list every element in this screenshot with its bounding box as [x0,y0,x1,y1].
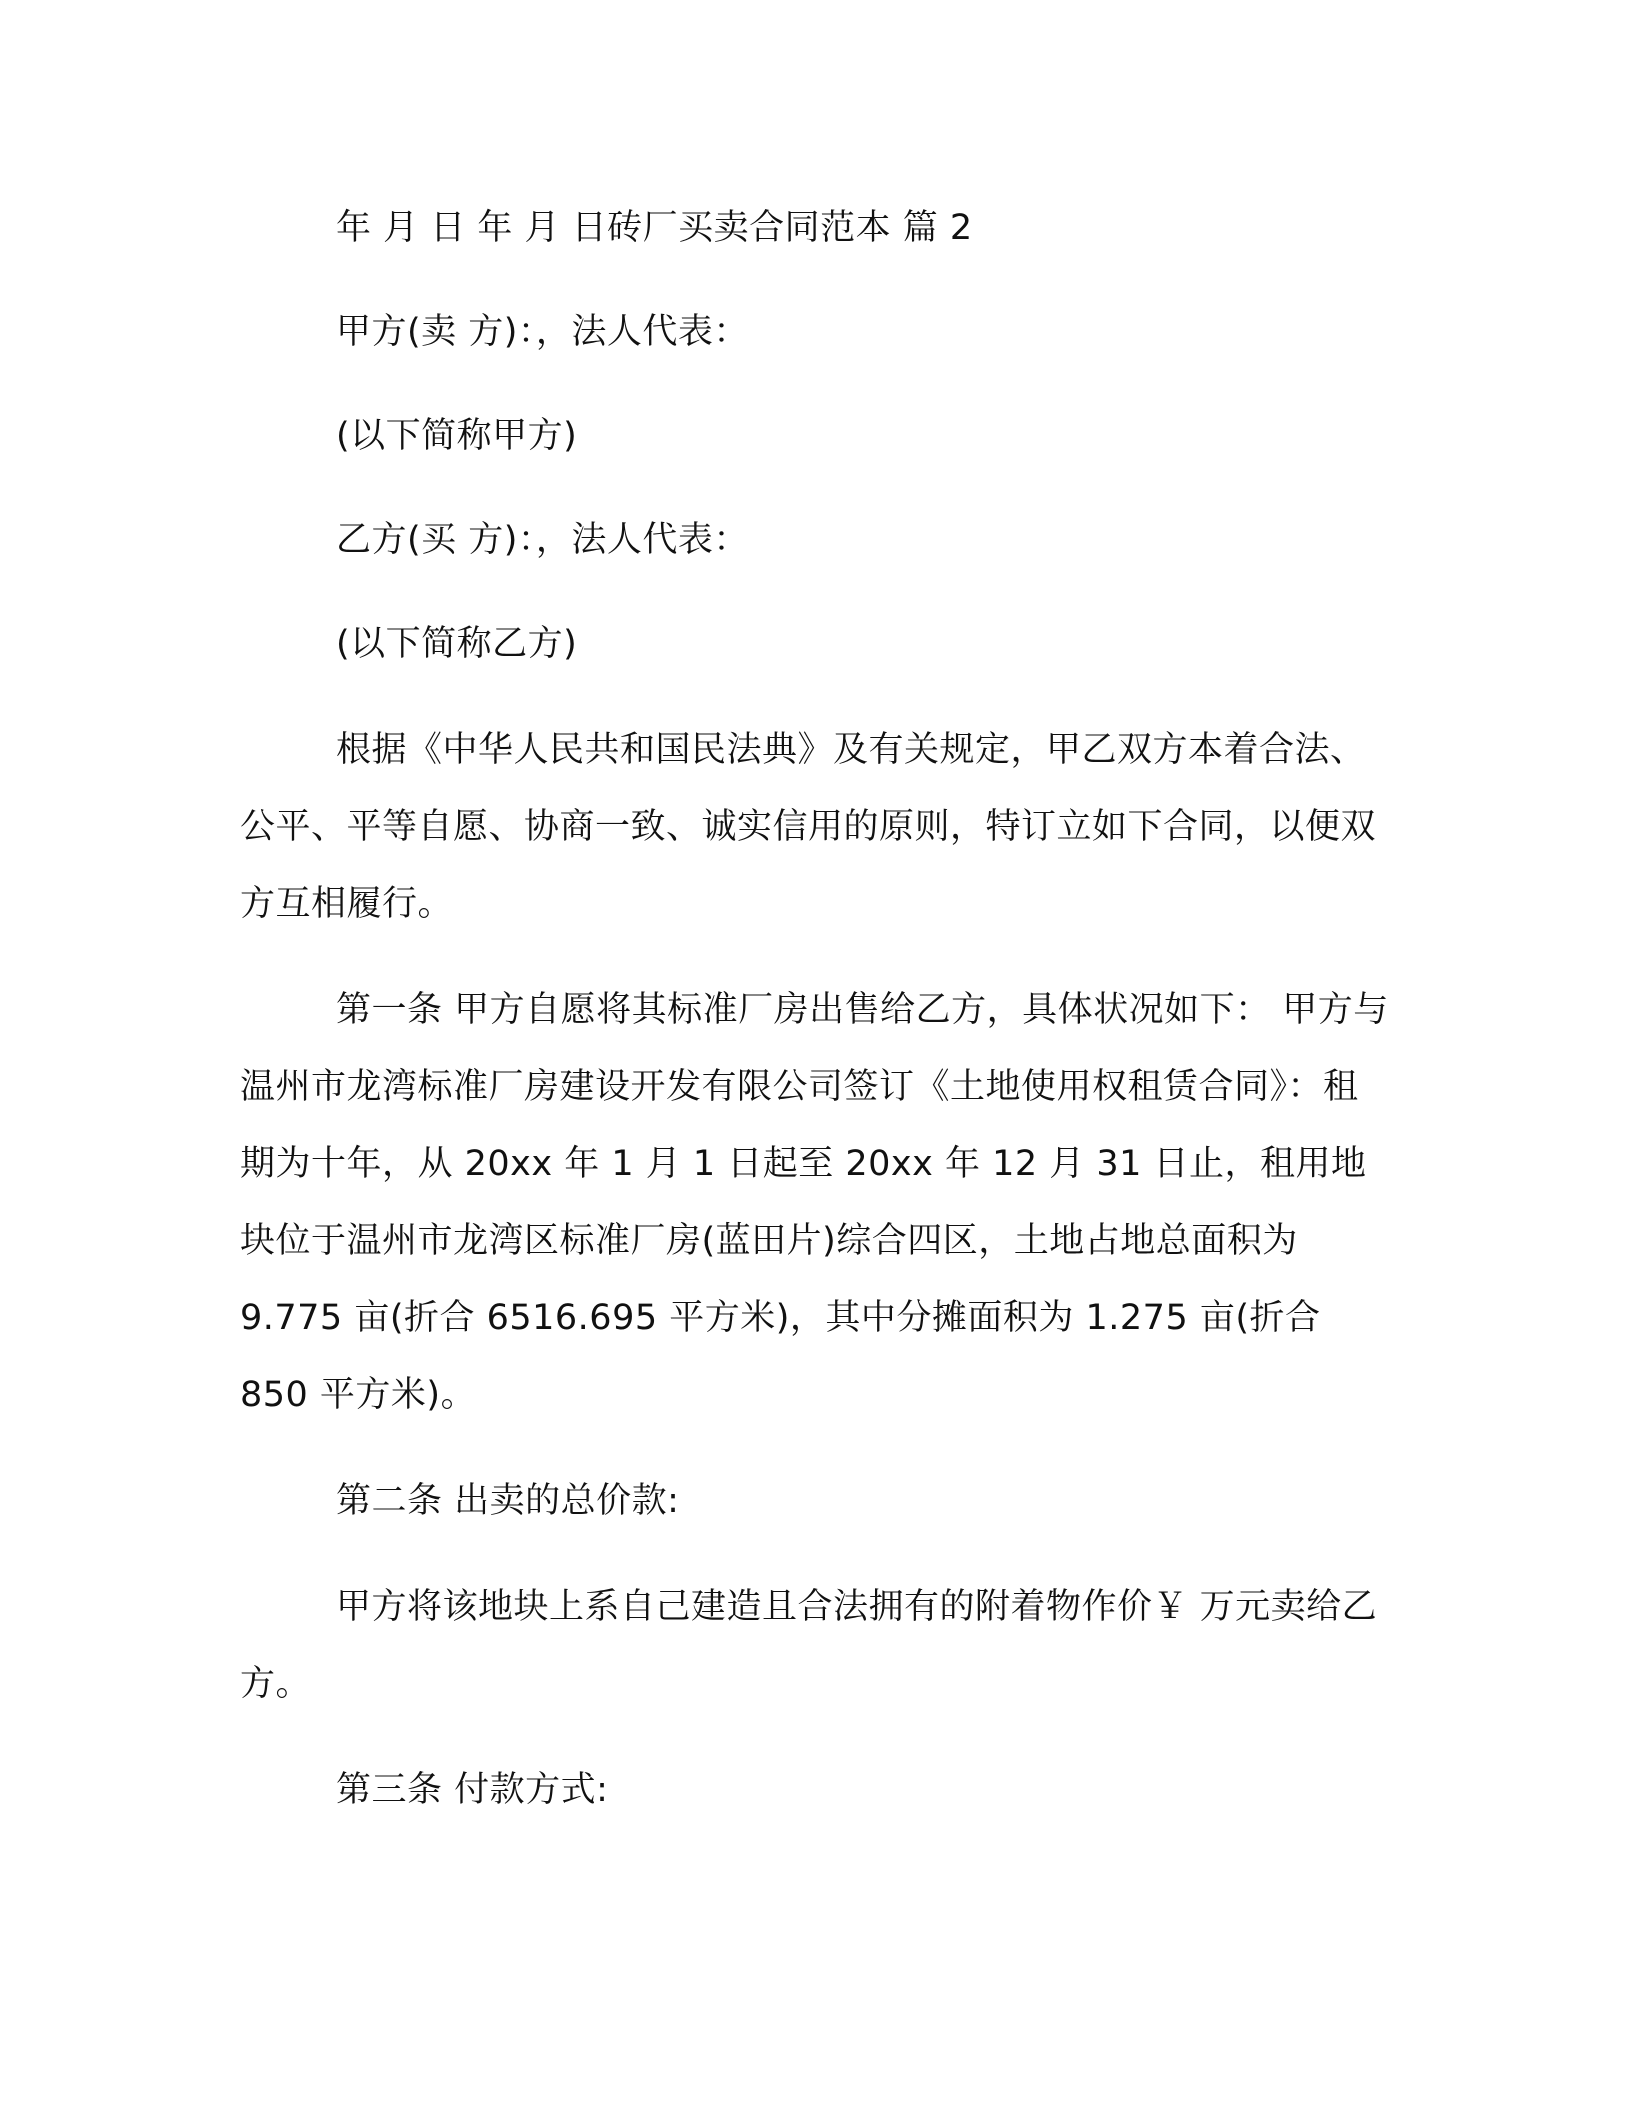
party-a-abbreviation: (以下简称甲方) [336,416,578,456]
party-b-abbreviation: (以下简称乙方) [336,624,578,664]
article-1-paragraph: 第一条 甲方自愿将其标准厂房出售给乙方，具体状况如下： 甲方与温州市龙湾标准厂房建设开发有限公司签订《土地使用权租赁合同》：租期为十年，从 20xx 年 1 月 1 日起至 20xx 年 12 月 31 日止，租用地块位于温州市龙湾区标准厂房(蓝田片)综合四区，土地占地总面积为 9.775 亩(折合 6516.695 平方米)，其中分摊面积为 1.275 亩(折合 850 平方米)。 [240,990,1389,1415]
article-2-title: 第二条 出卖的总价款: [336,1481,680,1521]
article-3-title: 第三条 付款方式: [336,1770,609,1810]
preamble-paragraph: 根据《中华人民共和国民法典》及有关规定，甲乙双方本着合法、公平、平等自愿、协商一致、诚实信用的原则，特订立如下合同，以便双方互相履行。 [240,730,1377,924]
document-body [240,190,1390,1829]
party-a-line: 甲方(卖 方)：，法人代表： [336,312,749,352]
party-b-line: 乙方(买 方)：，法人代表： [336,520,749,560]
contract-heading: 年 月 日 年 月 日砖厂买卖合同范本 篇 2 [336,208,973,248]
article-2-paragraph: 甲方将该地块上系自己建造且合法拥有的附着物作价￥ 万元卖给乙方。 [240,1587,1378,1704]
